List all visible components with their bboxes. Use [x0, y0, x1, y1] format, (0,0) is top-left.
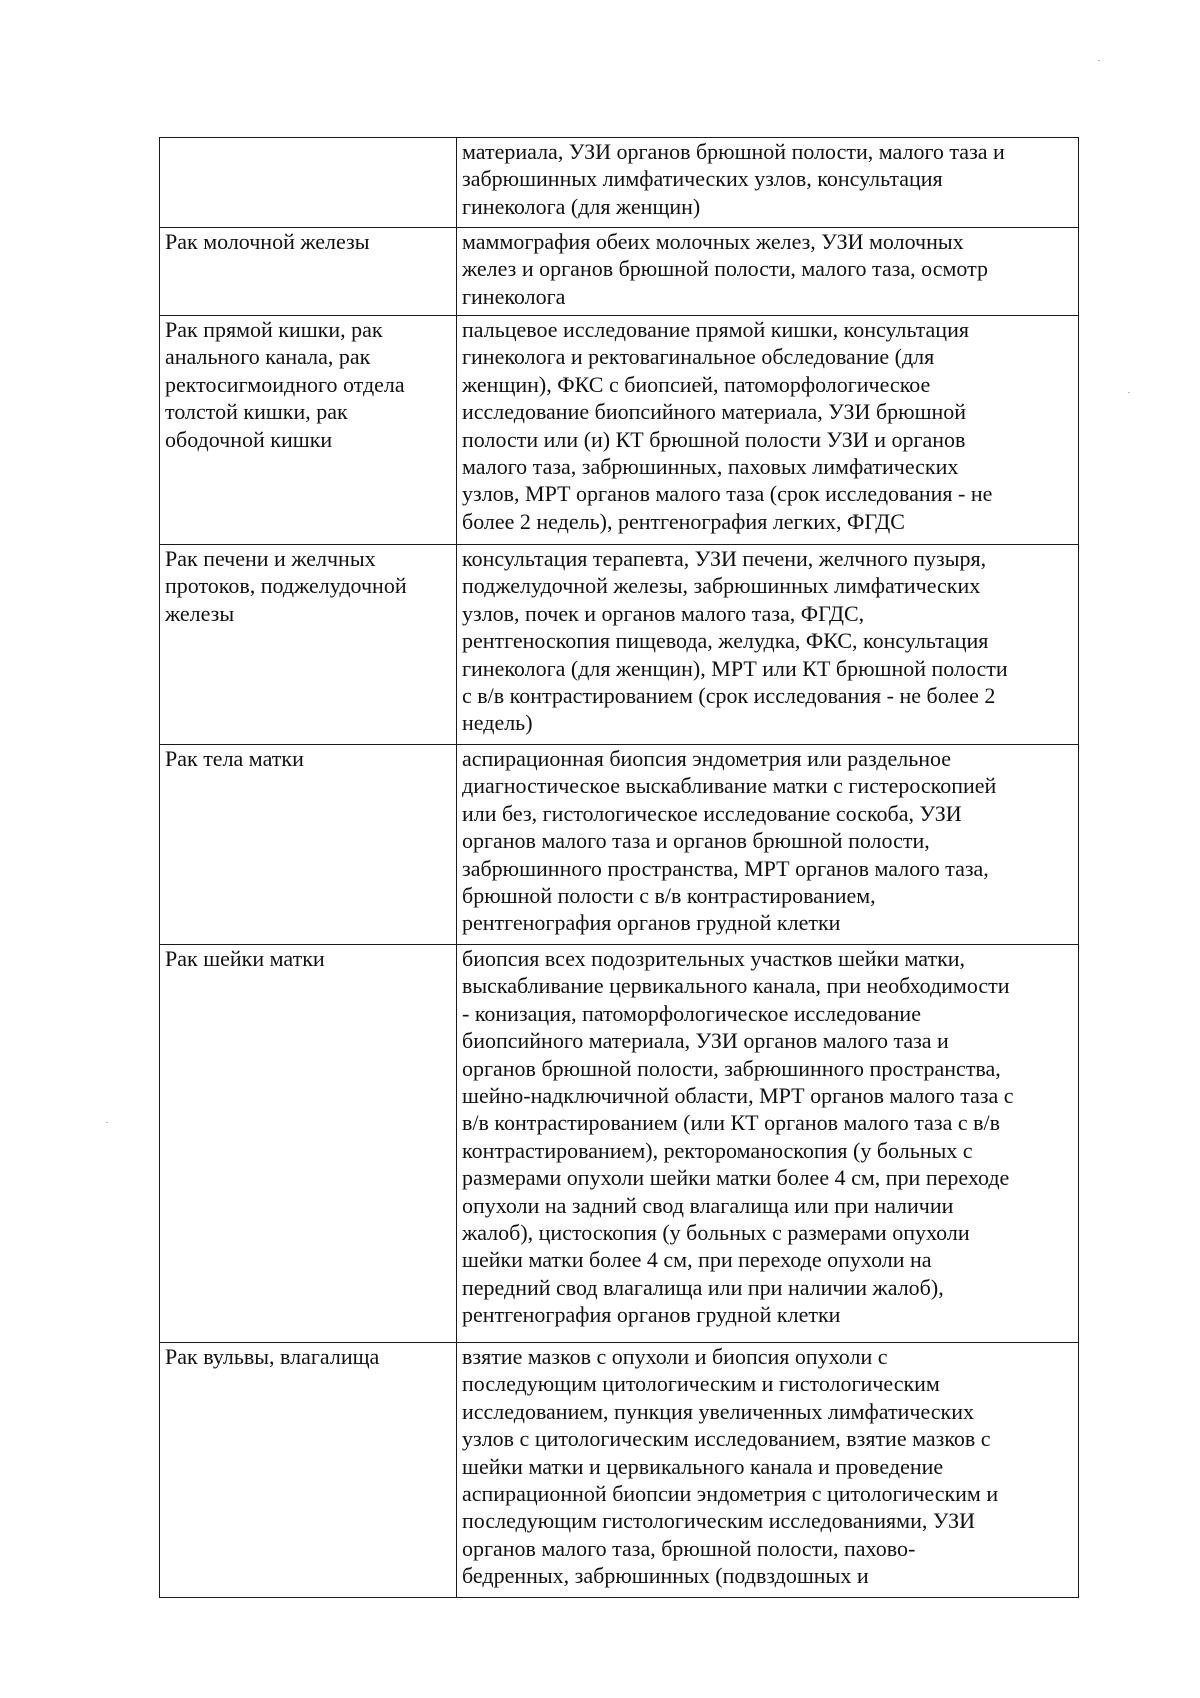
examination-cell [457, 228, 1079, 316]
examination-text: материала, УЗИ органов брюшной полости, малого таза и забрюшинных лимфатических узлов, консультация гинеколога (для женщин) [462, 139, 1005, 219]
scan-speck [106, 1122, 108, 1123]
diagnosis-text: Рак печени и желчных протоков, поджелудочной железы [165, 546, 407, 626]
diagnosis-cell [160, 945, 457, 1343]
table-row [160, 316, 1079, 545]
diagnosis-text: Рак вульвы, влагалища [165, 1344, 380, 1369]
scan-speck [1128, 392, 1130, 393]
examination-cell [457, 745, 1079, 945]
table-row [160, 945, 1079, 1343]
scan-speck [1098, 60, 1100, 61]
examination-cell [457, 138, 1079, 228]
examination-cell [457, 1343, 1079, 1598]
diagnosis-cell [160, 316, 457, 545]
table-row [160, 545, 1079, 745]
examination-text: пальцевое исследование прямой кишки, консультация гинеколога и ректовагинальное обследование (для женщин), ФКС с биопсией, патоморфологическое исследование биопсийного материала, УЗИ брюшной полости или (и) КТ брюшной полости УЗИ и органов малого таза, забрюшинных, паховых лимфатических узлов, МРТ органов малого таза (срок исследования - не более 2 недель), рентгенография легких, ФГДС [462, 317, 993, 534]
diagnosis-cell [160, 545, 457, 745]
diagnosis-text: Рак прямой кишки, рак анального канала, рак ректосигмоидного отдела толстой кишки, рак ободочной кишки [165, 317, 405, 452]
examination-text: консультация терапевта, УЗИ печени, желчного пузыря, поджелудочной железы, забрюшинных лимфатических узлов, почек и органов малого таза, ФГДС, рентгеноскопия пищевода, желудка, ФКС, консультация гинеколога (для женщин), МРТ или КТ брюшной полости с в/в контрастированием (срок исследования - не более 2 недель) [462, 546, 1008, 736]
diagnosis-cell [160, 228, 457, 316]
examination-cell [457, 545, 1079, 745]
examination-cell [457, 945, 1079, 1343]
diagnosis-text: Рак тела матки [165, 746, 304, 771]
table-row [160, 745, 1079, 945]
examination-text: аспирационная биопсия эндометрия или раздельное диагностическое выскабливание матки с гистероскопией или без, гистологическое исследование соскоба, УЗИ органов малого таза и органов брюшной полости, забрюшинного пространства, МРТ органов малого таза, брюшной полости с в/в контрастированием, рентгенография органов грудной клетки [462, 746, 997, 936]
table-row [160, 138, 1079, 228]
table-row [160, 228, 1079, 316]
examination-cell [457, 316, 1079, 545]
examination-text: взятие мазков с опухоли и биопсия опухоли с последующим цитологическим и гистологическим исследованием, пункция увеличенных лимфатических узлов с цитологическим исследованием, взятие мазков с шейки матки и цервикального канала и проведение аспирационной биопсии эндометрия с цитологическим и последующим гистологическим исследованиями, УЗИ органов малого таза, брюшной полости, пахово- бедренных, забрюшинных (подвздошных и [462, 1344, 999, 1589]
diagnosis-cell [160, 745, 457, 945]
diagnosis-text: Рак шейки матки [165, 946, 325, 971]
diagnosis-cell [160, 138, 457, 228]
diagnosis-text: Рак молочной железы [165, 229, 370, 254]
table-row [160, 1343, 1079, 1598]
examination-text: биопсия всех подозрительных участков шейки матки, выскабливание цервикального канала, при необходимости - конизация, патоморфологическое исследование биопсийного материала, УЗИ органов малого таза и органов брюшной полости, забрюшинного пространства, шейно-надключичной области, МРТ органов малого таза с в/в контрастированием (или КТ органов малого таза с в/в контрастированием), ректороманоскопия (у больных с размерами опухоли шейки матки более 4 см, при переходе опухоли на задний свод влагалища или при наличии жалоб), цистоскопия (у больных с размерами опухоли шейки матки более 4 см, при переходе опухоли на передний свод влагалища или при наличии жалоб), рентгенография органов грудной клетки [462, 946, 1014, 1328]
examination-text: маммография обеих молочных желез, УЗИ молочных желез и органов брюшной полости, малого таза, осмотр гинеколога [462, 229, 988, 309]
diagnosis-cell [160, 1343, 457, 1598]
examination-table [159, 137, 1079, 1598]
